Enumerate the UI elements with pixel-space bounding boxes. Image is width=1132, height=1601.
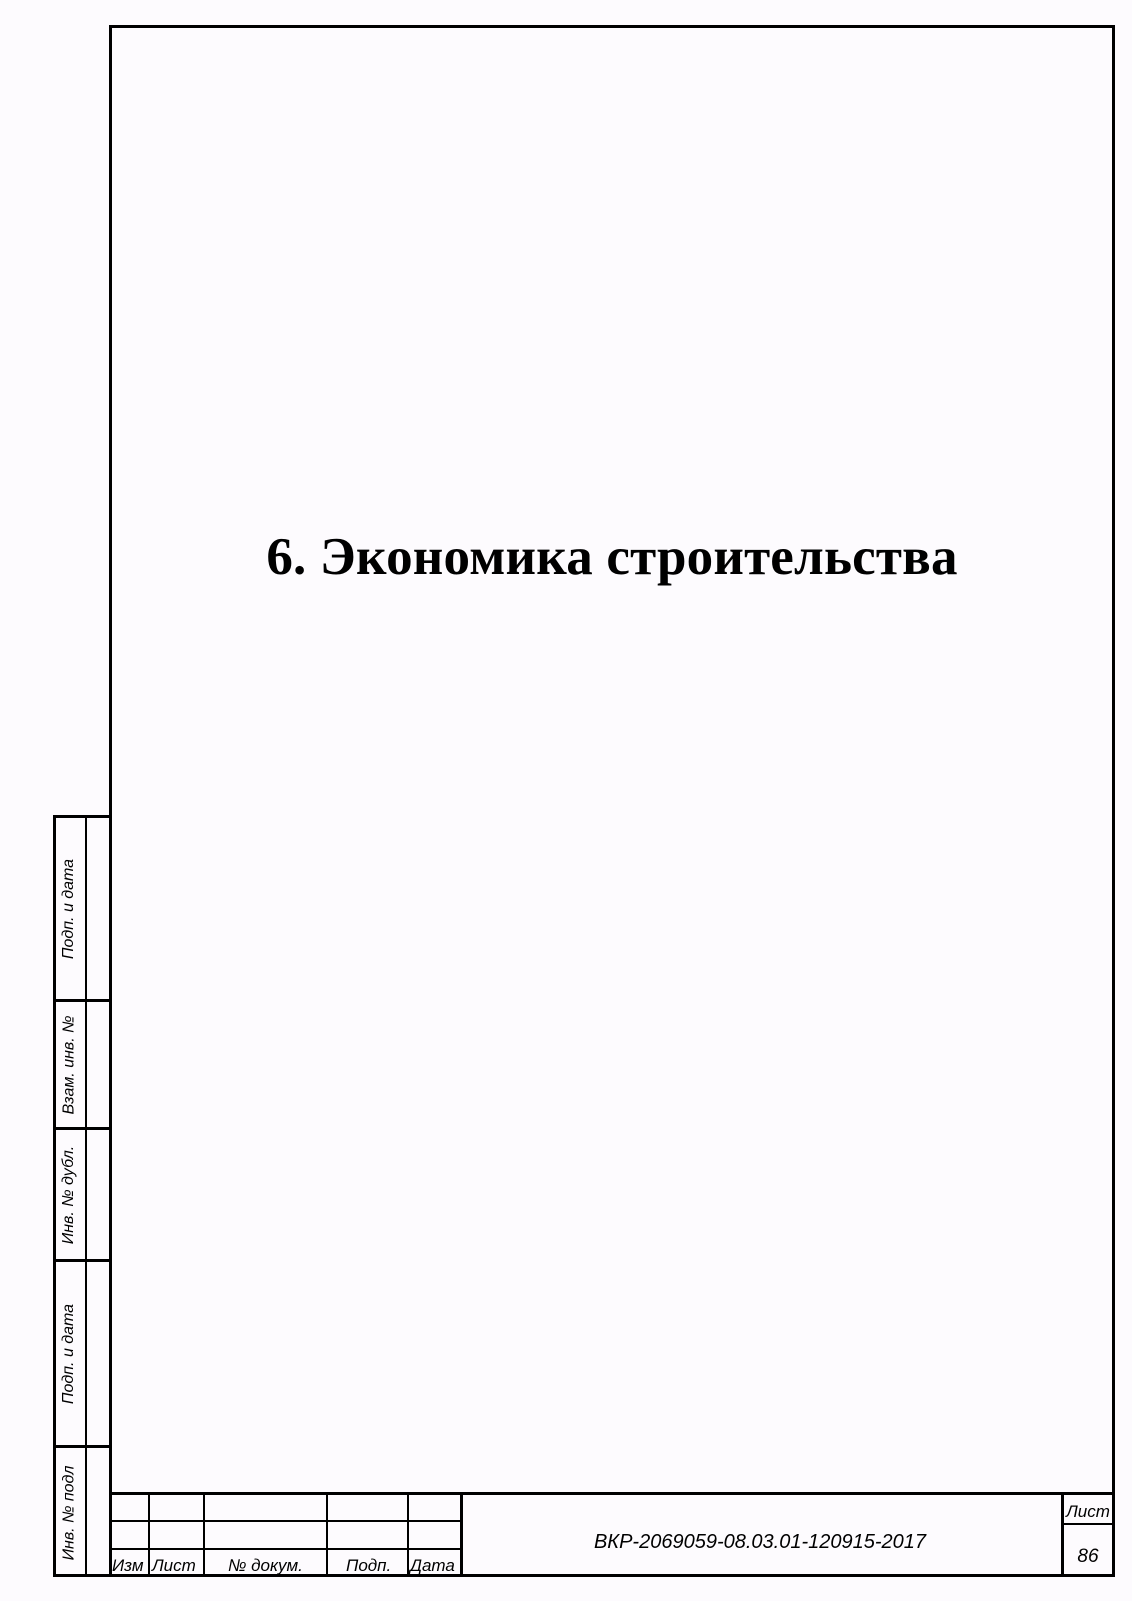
col-label-podp: Подп. xyxy=(346,1556,392,1575)
side-label-vzam-inv: Взам. инв. № xyxy=(60,1015,77,1114)
side-label-podp-i-data-top: Подп. и дата xyxy=(60,858,78,959)
col-label-list: Лист xyxy=(152,1556,196,1575)
title-block-top-border xyxy=(109,1492,1115,1495)
document-code: ВКР-2069059-08.03.01-120915-2017 xyxy=(593,1531,927,1553)
side-label-inv-podl: Инв. № подл xyxy=(60,1465,77,1560)
sheet-box-divider xyxy=(1061,1523,1115,1525)
side-label-inv-dubl: Инв. № дубл. xyxy=(60,1145,77,1244)
title-block-col-line xyxy=(460,1492,463,1577)
title-block-col-line xyxy=(148,1492,150,1577)
col-label-doc-no: № докум. xyxy=(228,1556,303,1575)
drawing-frame xyxy=(109,25,1115,1577)
sheet-number: 86 xyxy=(1077,1546,1099,1567)
side-stamp-divider xyxy=(85,815,87,1577)
title-block-col-line xyxy=(203,1492,205,1577)
sheet-label: Лист xyxy=(1066,1502,1110,1521)
page-title: 6. Экономика строительства xyxy=(266,528,958,586)
side-label-podp-i-data-bottom: Подп. и дата xyxy=(60,1303,78,1404)
title-block-col-line xyxy=(326,1492,328,1577)
col-label-izm: Изм xyxy=(112,1556,144,1575)
col-label-data: Дата xyxy=(410,1556,455,1575)
title-block-col-line xyxy=(407,1492,409,1577)
